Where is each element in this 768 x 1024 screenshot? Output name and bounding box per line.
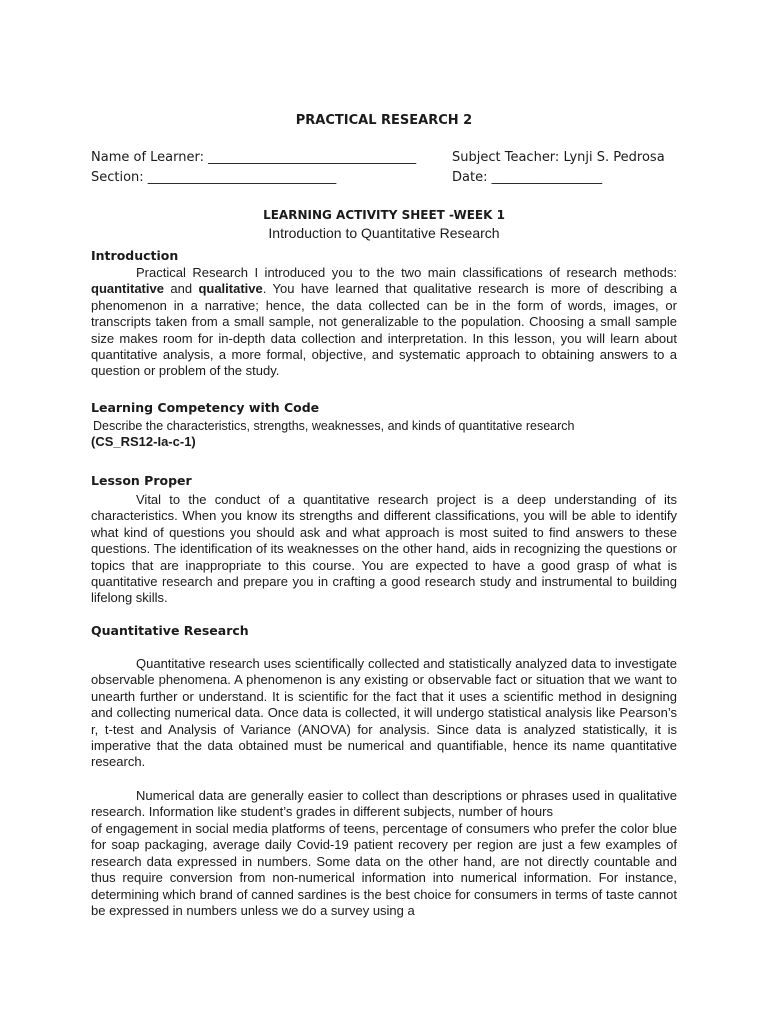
document-title: PRACTICAL RESEARCH 2	[295, 113, 473, 128]
introduction-heading: Introduction	[91, 248, 179, 263]
subject-teacher-field: Subject Teacher: Lynji S. Pedrosa	[452, 150, 665, 165]
competency-text: Describe the characteristics, strengths, weaknesses, and kinds of quantitative research	[93, 419, 575, 433]
intro-bold-qualitative: qualitative	[198, 281, 263, 297]
quantitative-text-2a: Numerical data are generally easier to collect than descriptions or phrases used in qualitative research. Information like student’s grades in different subjects, number of hours	[91, 788, 677, 820]
section-field: Section: _____________________________	[91, 170, 337, 185]
lesson-proper-heading: Lesson Proper	[91, 473, 192, 488]
quantitative-research-heading: Quantitative Research	[91, 623, 249, 638]
intro-text-b: and	[163, 281, 199, 297]
sheet-subtitle: Introduction to Quantitative Research	[268, 225, 500, 241]
intro-text-c: . You have learned that qualitative research is more of describing a phenomenon in a narrative; hence, the data collected can be in the form of words, images, or transcripts taken from a small sample, not generalizable to the population. Choosing a small sample size makes room for in-depth data collection and interpretation. In this lesson, you will learn about quantitative analysis, a more formal, objective, and systematic approach to obtaining answers to a question or problem of the study.	[91, 281, 677, 379]
competency-code: (CS_RS12-Ia-c-1)	[91, 434, 196, 449]
sheet-title: LEARNING ACTIVITY SHEET -WEEK 1	[263, 208, 505, 222]
quantitative-text-1: Quantitative research uses scientifically collected and statistically analyzed data to investigate observable phenomena. A phenomenon is any existing or observable fact or situation that we want to unearth further or understand. It is scientific for the fact that it uses a scientific method in designing and collecting numerical data. Once data is collected, it will undergo statistical analysis like Pearson’s r, t-test and Analysis of Variance (ANOVA) for analysis. Since data is analyzed statistically, it is imperative that the data obtained must be numerical and quantifiable, hence its name quantitative research.	[91, 656, 677, 770]
quantitative-text-2b: of engagement in social media platforms of teens, percentage of consumers who prefer the color blue for soap packaging, average daily Covid-19 patient recovery per region are just a few examples of research data expressed in numbers. Some data on the other hand, are not directly countable and thus require conversion from non-numerical information into numerical information. For instance, determining which brand of canned sardines is the best choice for consumers in terms of taste cannot be expressed in numbers unless we do a survey using a	[91, 821, 677, 919]
learner-name-field: Name of Learner: ________________________________	[91, 150, 417, 165]
intro-bold-quantitative: quantitative	[91, 281, 164, 297]
lesson-proper-text: Vital to the conduct of a quantitative research project is a deep understanding of its characteristics. When you know its strengths and different classifications, you will be able to identify what kind of questions you should ask and what approach is most suited to find answers to these questions. The identification of its weaknesses on the other hand, aids in recognizing the questions or topics that are inappropriate to this course. You are expected to have a good grasp of what is quantitative research and prepare you in crafting a good research study and instrumental to building lifelong skills.	[91, 492, 677, 606]
quantitative-paragraph-2-continued	[91, 821, 677, 919]
quantitative-paragraph-2	[91, 788, 677, 821]
intro-text-a: Practical Research I introduced you to the two main classifications of research methods:	[136, 265, 677, 280]
lesson-proper-paragraph	[91, 492, 677, 607]
competency-heading: Learning Competency with Code	[91, 400, 320, 415]
quantitative-paragraph-1	[91, 656, 677, 771]
introduction-paragraph	[91, 265, 677, 380]
date-field: Date: _________________	[452, 170, 603, 185]
